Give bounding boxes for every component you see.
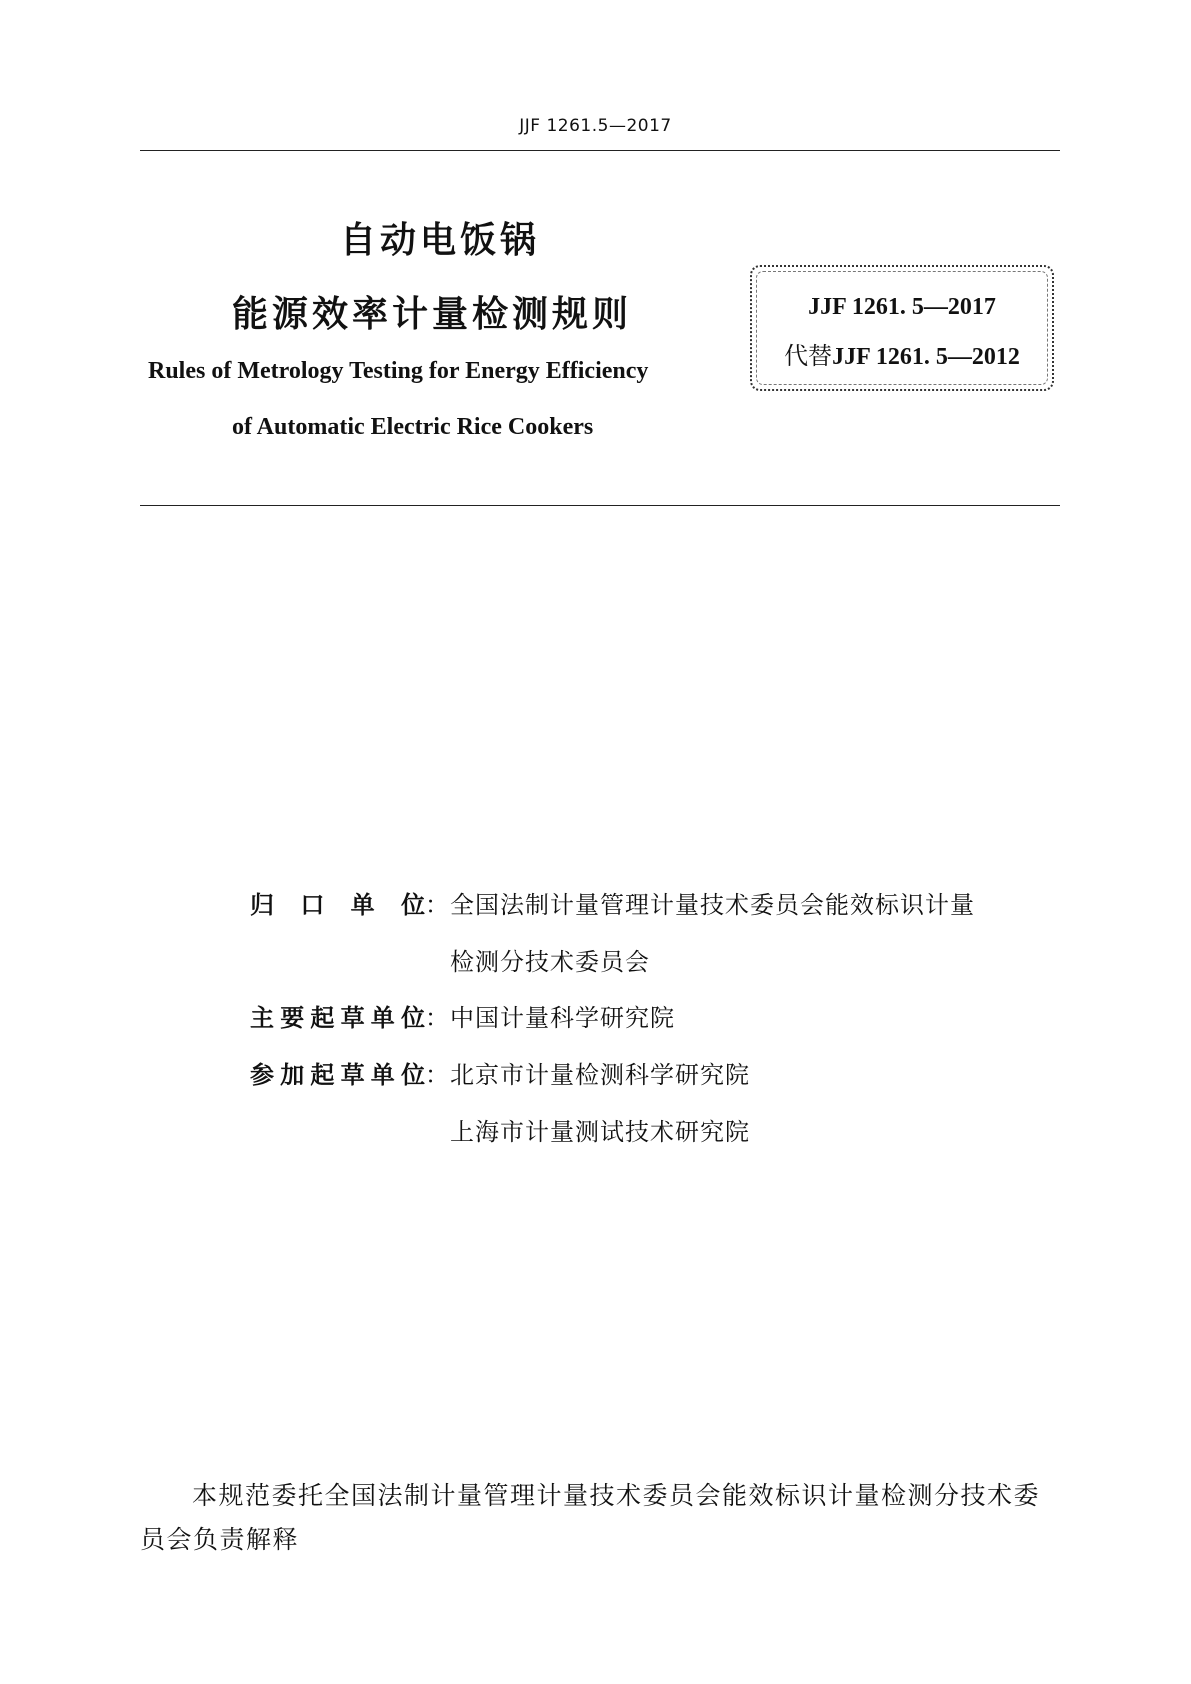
unit-value-line: 全国法制计量管理计量技术委员会能效标识计量 (450, 891, 975, 919)
unit-label-centralized: 归口单位 (250, 891, 425, 919)
unit-label-participating-drafter: 参加起草单位 (250, 1061, 425, 1089)
unit-value-line: 上海市计量测试技术研究院 (450, 1118, 750, 1146)
replaced-code: JJF 1261. 5—2012 (832, 344, 1020, 370)
replaced-code-line (752, 336, 1052, 371)
unit-colon: ： (425, 891, 449, 919)
title-en-line2: of Automatic Electric Rice Cookers (232, 414, 594, 440)
unit-label-main-drafter: 主要起草单位 (250, 1004, 425, 1032)
unit-colon: ： (425, 1004, 449, 1032)
unit-value-line: 中国计量科学研究院 (450, 1004, 675, 1032)
interpretation-note: 本规范委托全国法制计量管理计量技术委员会能效标识计量检测分技术委员会负责解释 (140, 1481, 1041, 1554)
title-bottom-rule (140, 505, 1060, 506)
standard-code-box (750, 265, 1054, 391)
document-code-header: JJF 1261.5—2017 (519, 116, 672, 136)
replaces-prefix: 代替 (784, 342, 833, 370)
title-en-line1: Rules of Metrology Testing for Energy Efficiency (148, 358, 649, 384)
unit-colon: ： (425, 1061, 449, 1089)
title-cn-line1: 自动电饭锅 (340, 220, 541, 261)
unit-value-line: 检测分技术委员会 (450, 948, 650, 976)
header-rule (140, 150, 1060, 151)
title-cn-line2: 能源效率计量检测规则 (232, 294, 633, 335)
current-code: JJF 1261. 5—2017 (808, 294, 996, 320)
unit-value-line: 北京市计量检测科学研究院 (450, 1061, 750, 1089)
